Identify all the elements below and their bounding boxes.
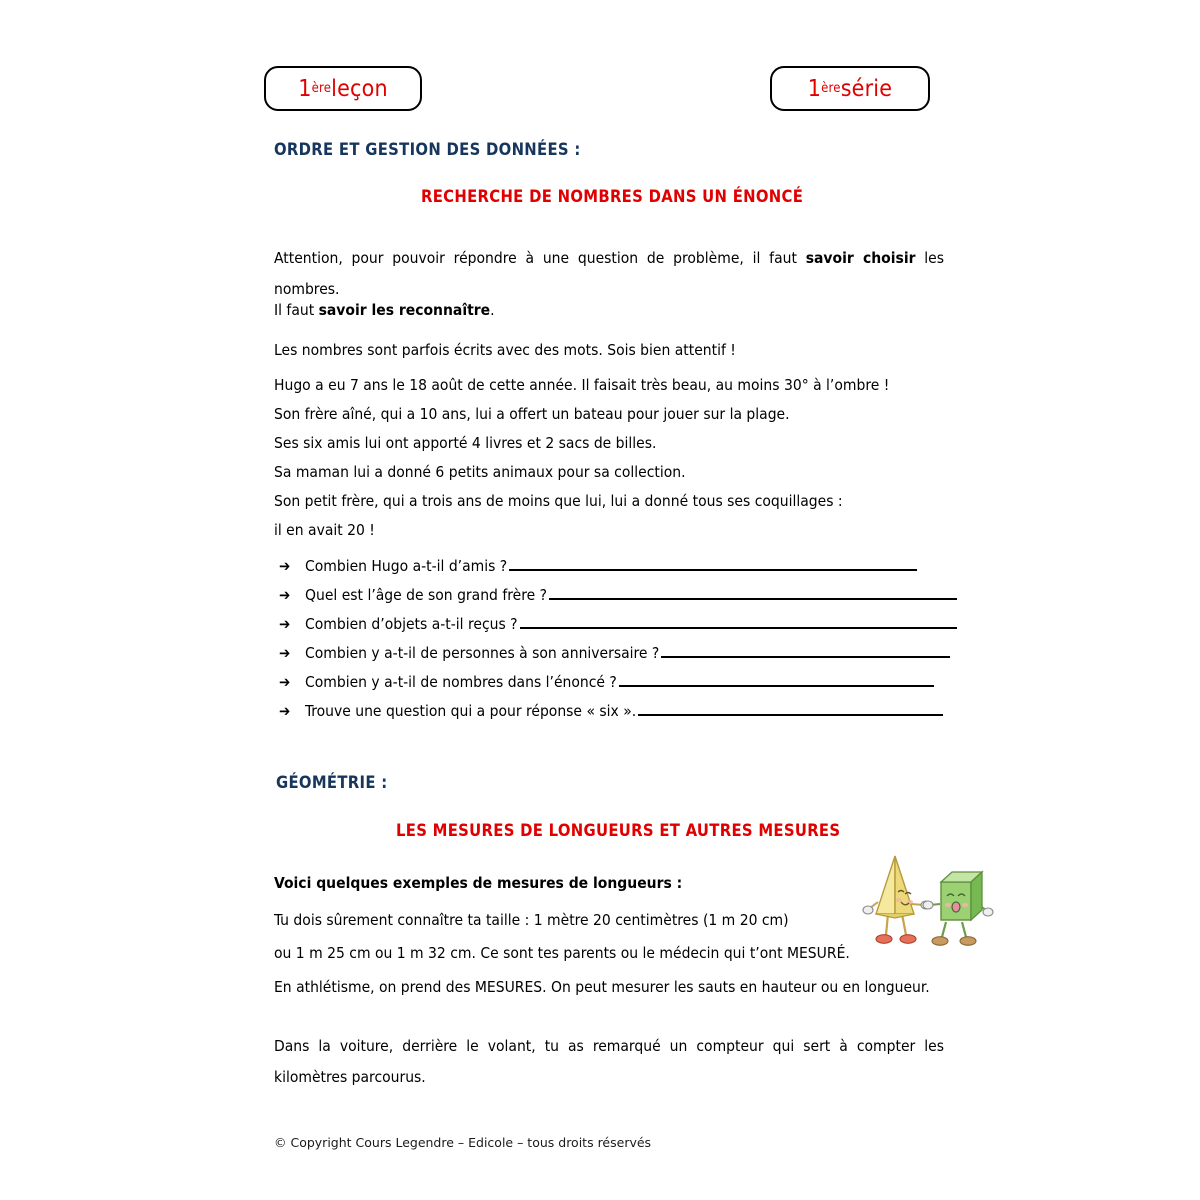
story-line-5: Son petit frère, qui a trois ans de moins que lui, lui a donné tous ses coquillages : xyxy=(274,492,843,510)
answer-blank-4[interactable] xyxy=(661,643,950,658)
series-badge: 1 ère série xyxy=(770,66,930,111)
question-text-2: Quel est l’âge de son grand frère ? xyxy=(305,586,548,604)
question-row-5 xyxy=(279,672,934,700)
question-text-5: Combien y a-t-il de nombres dans l’énoncé ? xyxy=(305,673,617,691)
intro-p1-bold: savoir choisir xyxy=(805,249,916,267)
intro-p2-part-a: Il faut xyxy=(274,301,319,319)
geometry-line-4: Dans la voiture, derrière le volant, tu as remarqué un compteur qui sert à compter les kilomètres parcourus. xyxy=(274,1037,944,1086)
arrow-right-icon: ➔ xyxy=(279,557,291,575)
intro-p1-part-b: les nombres. xyxy=(274,249,944,298)
answer-blank-5[interactable] xyxy=(619,672,934,687)
pyramid-and-cube-characters-illustration xyxy=(862,852,998,958)
question-row-3 xyxy=(279,614,957,642)
story-line-3: Ses six amis lui ont apporté 4 livres et 2 sacs de billes. xyxy=(274,434,657,452)
geometry-line-2: ou 1 m 25 cm ou 1 m 32 cm. Ce sont tes parents ou le médecin qui t’ont MESURÉ. xyxy=(274,944,850,962)
geometry-line-3: En athlétisme, on prend des MESURES. On peut mesurer les sauts en hauteur ou en longueur. xyxy=(274,978,930,996)
arrow-right-icon: ➔ xyxy=(279,702,291,720)
intro-p2-part-b: . xyxy=(490,301,495,319)
intro-paragraph-2 xyxy=(274,303,495,319)
lesson-badge-word: leçon xyxy=(331,75,388,102)
lesson-badge-number: 1 xyxy=(298,75,312,102)
footer-copyright: © Copyright Cours Legendre – Edicole – tous droits réservés xyxy=(274,1135,652,1150)
answer-blank-6[interactable] xyxy=(638,701,943,716)
question-row-2 xyxy=(279,585,957,613)
question-row-4 xyxy=(279,643,950,671)
arrow-right-icon: ➔ xyxy=(279,615,291,633)
question-row-1 xyxy=(279,556,917,584)
answer-blank-1[interactable] xyxy=(509,556,917,571)
question-text-4: Combien y a-t-il de personnes à son anniversaire ? xyxy=(305,644,660,662)
question-text-3: Combien d’objets a-t-il reçus ? xyxy=(305,615,518,633)
intro-paragraph-1 xyxy=(274,243,944,305)
section-heading-geometrie: GÉOMÉTRIE : xyxy=(276,773,388,792)
arrow-right-icon: ➔ xyxy=(279,586,291,604)
intro-p1-part-a: Attention, pour pouvoir répondre à une question de problème, il faut xyxy=(274,249,806,267)
geometry-bold-intro: Voici quelques exemples de mesures de longueurs : xyxy=(274,874,683,892)
answer-blank-2[interactable] xyxy=(549,585,957,600)
lesson-badge: 1 ère leçon xyxy=(264,66,422,111)
story-line-2: Son frère aîné, qui a 10 ans, lui a offert un bateau pour jouer sur la plage. xyxy=(274,405,790,423)
series-badge-number: 1 xyxy=(807,75,822,102)
question-text-1: Combien Hugo a-t-il d’amis ? xyxy=(305,557,508,575)
series-badge-word: série xyxy=(840,75,893,102)
story-line-4: Sa maman lui a donné 6 petits animaux pour sa collection. xyxy=(274,463,686,481)
story-line-6: il en avait 20 ! xyxy=(274,521,375,539)
arrow-right-icon: ➔ xyxy=(279,673,291,691)
question-text-6: Trouve une question qui a pour réponse « six ». xyxy=(305,702,637,720)
answer-blank-3[interactable] xyxy=(520,614,957,629)
geometry-line-1: Tu dois sûrement connaître ta taille : 1 mètre 20 centimètres (1 m 20 cm) xyxy=(274,911,789,929)
intro-p2-bold: savoir les reconnaître xyxy=(318,301,491,319)
arrow-right-icon: ➔ xyxy=(279,644,291,662)
question-row-6 xyxy=(279,701,943,729)
section-title-recherche-nombres: RECHERCHE DE NOMBRES DANS UN ÉNONCÉ xyxy=(421,187,804,206)
section-title-mesures-longueurs: LES MESURES DE LONGUEURS ET AUTRES MESURES xyxy=(396,821,841,840)
intro-paragraph-3: Les nombres sont parfois écrits avec des mots. Sois bien attentif ! xyxy=(274,341,736,359)
section-heading-ordre-gestion-donnees: ORDRE ET GESTION DES DONNÉES : xyxy=(274,140,581,159)
story-line-1: Hugo a eu 7 ans le 18 août de cette année. Il faisait très beau, au moins 30° à l’ombre ! xyxy=(274,376,890,394)
